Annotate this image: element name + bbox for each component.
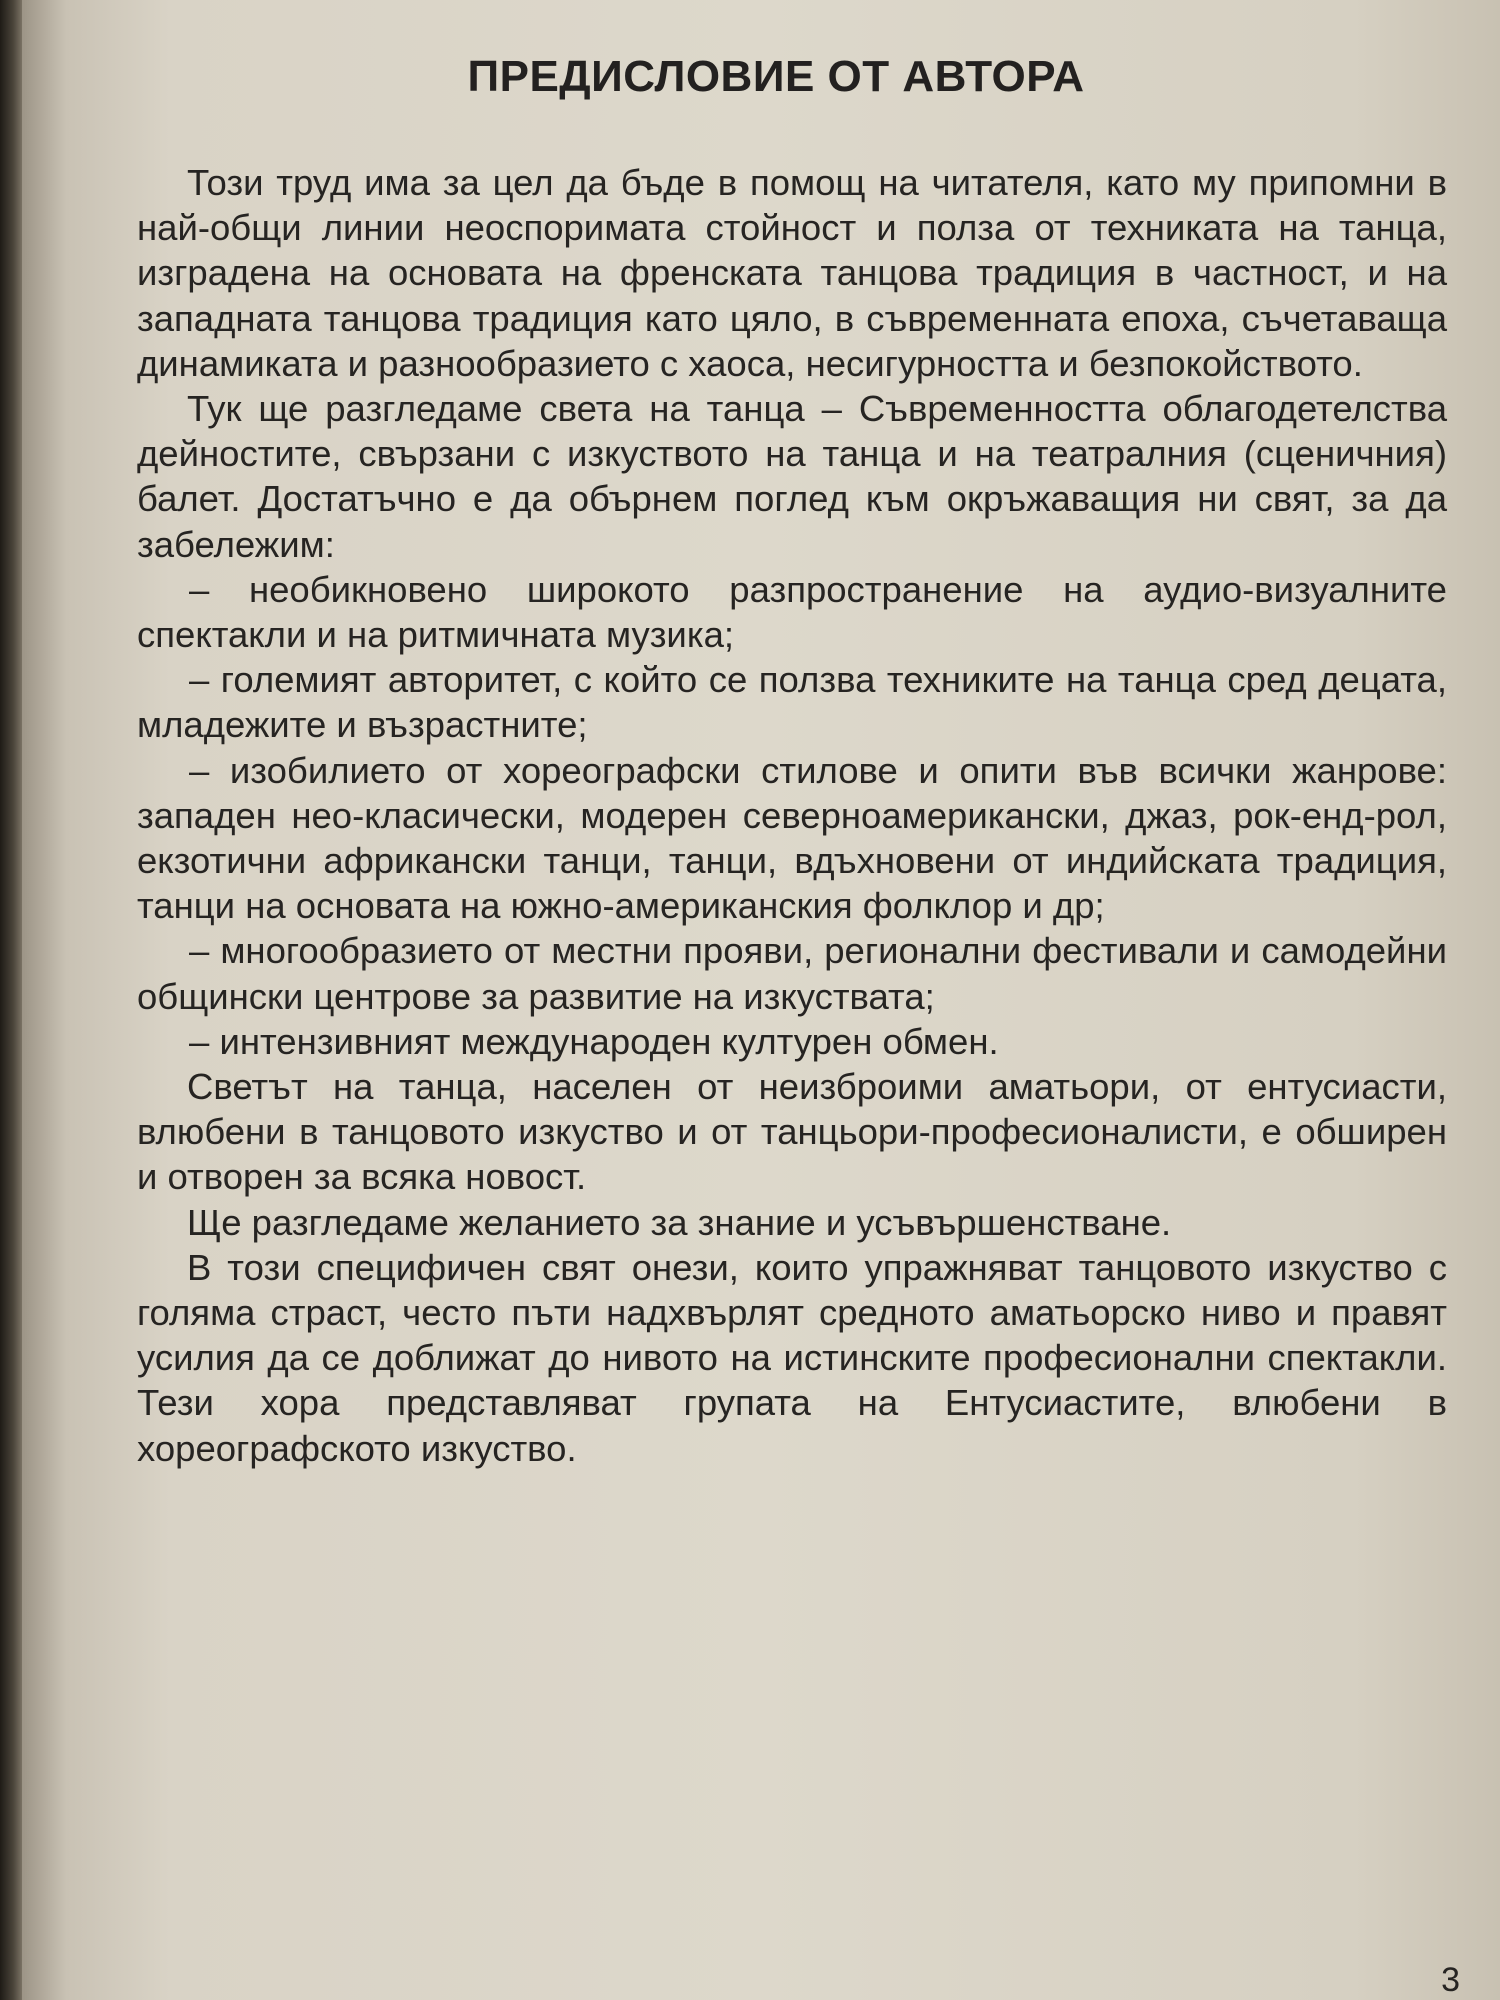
paragraph-intro: Този труд има за цел да бъде в помощ на читателя, като му припомни в най-общи линии неоспоримата стойност и полза от техниката на танца, изградена на основата на френската танцова традиция в частност, и на западната танцова традиция като цяло, в съвременната епоха, съчетаваща динамиката и разнообразието с хаоса, несигурността и безпокойството.	[137, 162, 1447, 384]
list-item-exchange: – интензивният международен културен обмен.	[189, 1020, 999, 1062]
paragraph-knowledge: Ще разгледаме желанието за знание и усъвършенстване.	[187, 1201, 1172, 1243]
list-item-audiovisual: – необикновено широкото разпространение на аудио-визуалните спектакли и на ритмичната музика;	[137, 568, 1447, 656]
list-item-styles: – изобилието от хореографски стилове и опити във всички жанрове: западен нео-класически, модерен северноамерикански, джаз, рок-енд-рол, екзотични африкански танци, танци, вдъхновени от индийската традиция, танци на основата на южно-американския фолклор и др;	[137, 749, 1447, 927]
paragraph-world-of-dance: Тук ще разгледаме света на танца – Съвременността облагодетелства дейностите, свързани с изкуството на танца и на театралния (сценичния) балет. Достатъчно е да обърнем поглед към окръжаващия ни свят, за да забележим:	[137, 388, 1447, 565]
paragraph-amateurs: Светът на танца, населен от неизброими аматьори, от ентусиасти, влюбени в танцовото изкуство и от танцьори-професионалисти, е обширен и отворен за всяка новост.	[137, 1066, 1447, 1198]
book-page	[22, 0, 1500, 2000]
paragraph-enthusiasts: В този специфичен свят онези, които упражняват танцовото изкуство с голяма страст, често пъти надхвърлят средното аматьорско ниво и правят усилия да се доближат до нивото на истинските професионални спектакли. Тези хора представляват групата на Ентусиастите, влюбени в хореографското изкуство.	[137, 1246, 1447, 1469]
body-text	[137, 160, 1447, 1471]
page-title: ПРЕДИСЛОВИЕ ОТ АВТОРА	[467, 52, 1085, 101]
list-item-festivals: – многообразието от местни прояви, регионални фестивали и самодейни общински центрове за развитие на изкуствата;	[137, 930, 1447, 1017]
list-item-authority: – големият авторитет, с който се ползва техниките на танца сред децата, младежите и възрастните;	[137, 659, 1447, 746]
page-number: 3	[1441, 1961, 1460, 1999]
page-gutter-shadow	[0, 0, 22, 2000]
